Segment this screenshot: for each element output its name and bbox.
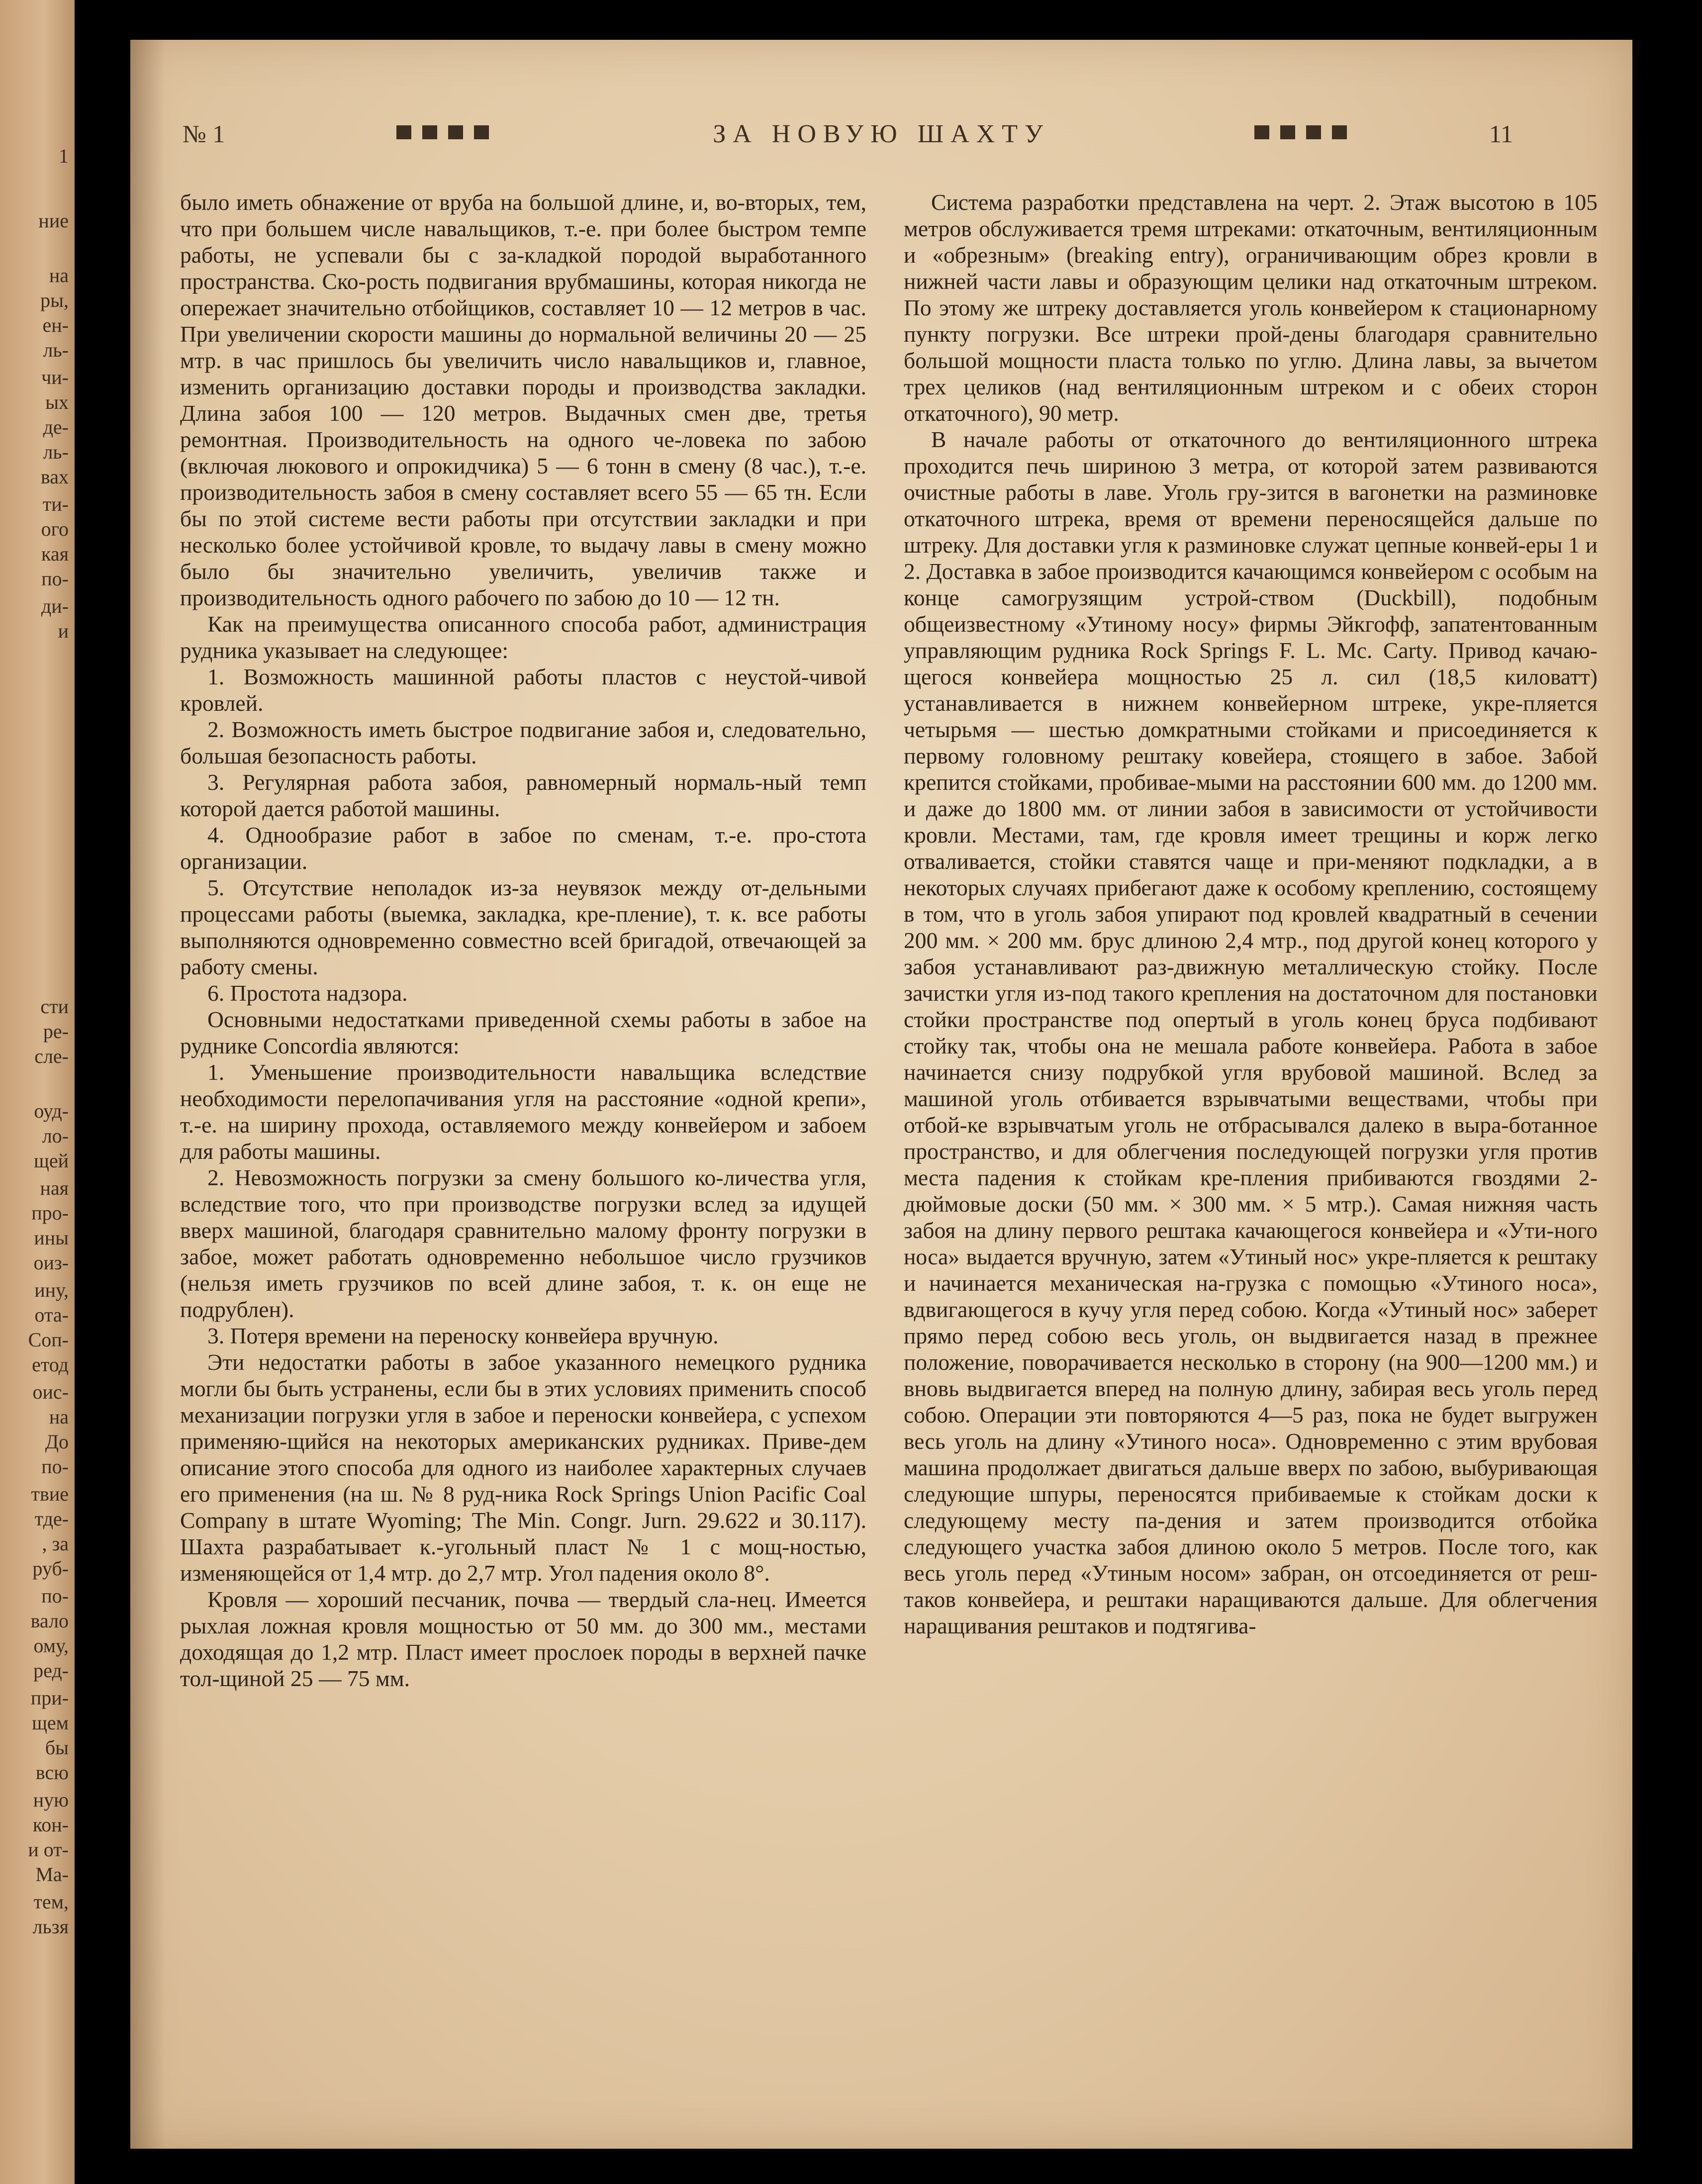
previous-page-text-fragment: щей: [34, 1149, 69, 1172]
paragraph: 2. Возможность иметь быстрое подвигание забоя и, следовательно, большая безопасность работы.: [180, 717, 866, 768]
paragraph: В начале работы от откаточного до вентиляционного штрека проходится печь шириною 3 метра, от которой затем развиваются очистные работы в лаве. Уголь гру-зится в вагонетки на разминовке откаточного штрека, время от времени переносящейся дальше по штреку. Для доставки угля к разминовке служат цепные конвей-еры 1 и 2. Доставка в забое производится качающимся конвейером с особым на конце самогрузящим устрой-ством (Duckbill), подобным общеизвестному «Утиному носу» фирмы Эйкгофф, запатентованным управляющим рудника Rock Springs F. L. Mc. Carty. Привод качаю-щегося конвейера мощностью 25 л. сил (18,5 киловатт) устанавливается в нижнем конвейерном штреке, укре-пляется четырьмя — шестью домкратными стойками и присоединяется к первому головному рештаку ковейера, стоящего в забое. Забой крепится стойками, пробивае-мыми на расстоянии 600 мм. до 1200 мм. и даже до 1800 мм. от линии забоя в зависимости от устойчивости кровли. Местами, там, где кровля имеет трещины и корж легко отваливается, стойки ставятся чаще и при-меняют подкладки, а в некоторых случаях прибегают даже к особому креплению, состоящему в том, что в уголь забоя упирают под кровлей квадратный в сечении 200 мм. × 200 мм. брус длиною 2,4 мтр., под другой конец которого у забоя устанавливают раз-движную металлическую стойку. После зачистки угля из-под такого крепления на достаточном для постановки стойки пространстве под опертый в уголь конец бруса подбивают стойку так, чтобы она не мешала работе конвейера. Работа в забое начинается снизу подрубкой угля врубовой машиной. Вслед за машиной уголь отбивается взрывчатыми веществами, чтобы при отбой-ке взрывчатым уголь не отбрасывался далеко в выра-ботанное пространство, и для облегчения последующей погрузки угля против места падения к стойкам кре-пления прибиваются гвоздями 2-дюймовые доски (50 мм. × 300 мм. × 5 мтр.). Самая нижняя часть забоя на длину первого рештака качающегося конвейера и «Ути-ного носа» выдается вручную, затем «Утиный нос» укре-пляется к рештаку и начинается механическая на-грузка с помощью «Утиного носа», вдвигающегося в кучу угля перед собою. Когда «Утиный нос» заберет прямо перед собою весь уголь, он выдвигается назад в прежнее положение, поворачивается несколько в сторону (на 900—1200 мм.) и вновь выдвигается вперед на полную длину, забирая весь уголь перед собою. Операции эти повторяются 4—5 раз, пока не будет выгружен весь уголь на длину «Утиного носа». Одновременно с этим врубовая машина продолжает двигаться дальше вверх по забою, выбуривающая следующие шпуры, переносятся прибиваемые к стойкам доски к следующему месту па-дения и затем производится отбойка следующего участка забоя длиною около 5 метров. После того, как весь уголь перед «Утиным носом» забран, он отсоединяется от реш-таков конвейера, и рештаки наращиваются дальше. Для облегчения наращивания рештаков и подтягива-: [904, 427, 1598, 1638]
previous-page-text-fragment: руб-: [32, 1557, 69, 1580]
paragraph: Система разработки представлена на черт. 2. Этаж высотою в 105 метров обслуживается тремя штреками: откаточным, вентиляционным и «обрезным» (breaking entry), ограничивающим обрез кровли в нижней части лавы и образующим целики над откаточным штреком. По этому же штреку доставляется уголь конвейером к стационарному пункту погрузки. Все штреки прой-дены благодаря сравнительно большой мощности пласта только по углю. Длина лавы, за вычетом трех целиков (над вентиляционным штреком и с обеих сторон откаточного), 90 метр.: [904, 190, 1598, 426]
spine-shadow: [130, 40, 165, 2149]
previous-page-text-fragment: и: [58, 620, 69, 642]
previous-page-text-fragment: сле-: [34, 1045, 69, 1067]
paragraph: 5. Отсутствие неполадок из-за неувязок между от-дельными процессами работы (выемка, закладка, кре-пление), т. к. все работы выполняются одновременно совместно всей бригадой, отвечающей за работу смены.: [180, 875, 866, 979]
previous-page-text-fragment: кон-: [32, 1813, 69, 1836]
previous-page-text-fragment: кая: [41, 543, 69, 565]
previous-page-text-fragment: льзя: [32, 1915, 69, 1938]
previous-page-text-fragment: тде-: [34, 1508, 69, 1530]
paragraph: Эти недостатки работы в забое указанного немецкого рудника могли бы быть устранены, если бы в этих условиях применить способ механизации погрузки угля в забое и переноски конвейера, с успехом применяю-щийся на некоторых американских рудниках. Приве-дем описание этого способа для одного из наиболее характерных случаев его применения (на ш. № 8 руд-ника Rock Springs Union Pacific Coal Company в штате Wyoming; The Min. Congr. Jurn. 29.622 и 30.117). Шахта разрабатывает к.-угольный пласт № 1 с мощ-ностью, изменяющейся от 1,4 мтр. до 2,7 мтр. Угол падения около 8°.: [180, 1349, 866, 1586]
previous-page-text-fragment: бы: [45, 1736, 69, 1759]
running-header: [130, 119, 1632, 159]
previous-page-text-fragment: ому,: [33, 1634, 69, 1657]
previous-page-text-fragment: ины: [34, 1227, 69, 1249]
previous-page-text-fragment: де-: [43, 416, 69, 438]
previous-page-text-fragment: по-: [41, 1585, 69, 1607]
previous-page-text-fragment: оис-: [32, 1381, 69, 1403]
paragraph: 1. Уменьшение производительности навальщика вследствие необходимости перелопачивания угля на расстояние «одной крепи», т.-е. на ширину прохода, оставляемого между конвейером и забоем для работы машины.: [180, 1059, 866, 1164]
previous-page-text-fragment: ние: [38, 209, 69, 232]
paragraph: Кровля — хороший песчаник, почва — твердый сла-нец. Имеется рыхлая ложная кровля мощностью от 50 мм. до 300 мм., местами доходящая до 1,2 мтр. Пласт имеет прослоек породы в верхней пачке тол-щиной 25 — 75 мм.: [180, 1587, 866, 1691]
left-text-column: [180, 189, 866, 1692]
previous-page-text-fragment: ную: [33, 1789, 69, 1811]
magazine-page: [130, 40, 1632, 2149]
right-text-column: [904, 189, 1598, 1639]
previous-page-text-fragment: тем,: [33, 1891, 69, 1913]
previous-page-text-fragment: сти: [40, 995, 69, 1018]
previous-page-text-fragment: всю: [35, 1761, 69, 1784]
paragraph: 3. Регулярная работа забоя, равномерный нормаль-ный темп которой дается работой машины.: [180, 769, 866, 821]
paragraph: Основными недостатками приведенной схемы работы в забое на руднике Concordia являются:: [180, 1007, 866, 1058]
previous-page-text-fragment: ину,: [34, 1279, 69, 1301]
previous-page-text-fragment: До: [45, 1430, 69, 1453]
paragraph: Как на преимущества описанного способа работ, администрация рудника указывает на следующее:: [180, 611, 866, 663]
previous-page-edge: [0, 0, 75, 2184]
previous-page-text-fragment: оиз-: [33, 1251, 69, 1274]
issue-number: № 1: [183, 120, 225, 148]
previous-page-text-fragment: ди-: [41, 595, 69, 617]
previous-page-text-fragment: ль-: [43, 441, 69, 463]
previous-page-text-fragment: при-: [30, 1687, 69, 1709]
previous-page-text-fragment: етод: [32, 1353, 69, 1376]
previous-page-text-fragment: твие: [31, 1483, 69, 1505]
previous-page-text-fragment: ная: [40, 1177, 69, 1199]
previous-page-text-fragment: ота-: [34, 1304, 69, 1326]
previous-page-text-fragment: на: [49, 1406, 69, 1428]
paragraph: 1. Возможность машинной работы пластов с неустой-чивой кровлей.: [180, 664, 866, 716]
previous-page-text-fragment: Ма-: [35, 1863, 69, 1886]
previous-page-text-fragment: оуд-: [34, 1100, 69, 1122]
previous-page-text-fragment: ры,: [40, 289, 69, 311]
previous-page-text-fragment: на: [49, 264, 69, 286]
previous-page-text-fragment: ых: [45, 391, 69, 413]
paragraph: 4. Однообразие работ в забое по сменам, т.-е. про-стота организации.: [180, 822, 866, 874]
paragraph: 3. Потеря времени на переноску конвейера вручную.: [207, 1323, 719, 1348]
previous-page-text-fragment: ого: [41, 518, 69, 540]
previous-page-text-fragment: ред-: [33, 1659, 69, 1682]
previous-page-text-fragment: ен-: [42, 314, 69, 336]
header-ornament-right: [1254, 125, 1347, 139]
previous-page-text-fragment: про-: [31, 1202, 69, 1224]
paragraph: было иметь обнажение от вруба на большой длине, и, во-вторых, тем, что при большем числе навальщиков, т.-е. при более быстром темпе работы, не успевали бы с за-кладкой породой выработанного пространства. Ско-рость подвигания врубмашины, которая никогда не опережает значительно отбойщиков, составляет 10 — 12 метров в час. При увеличении скорости машины до нормальной величины 20 — 25 мтр. в час пришлось бы увеличить число навальщиков и, главное, изменить организацию доставки породы и производства закладки. Длина забоя 100 — 120 метров. Выдачных смен две, третья ремонтная. Производительность на одного че-ловека по забою (включая люкового и опрокидчика) 5 — 6 тонн в смену (8 час.), т.-е. производительность забоя в смену составляет всего 55 — 65 тн. Если бы по этой системе вести работы при отсутствии закладки и при несколько более устойчивой кровле, то выдачу лавы в смену можно было бы значительно увеличить, увеличив также и производительность одного рабочего по забою до 10 — 12 тн.: [180, 190, 866, 610]
previous-page-text-fragment: по-: [41, 568, 69, 590]
previous-page-text-fragment: по-: [41, 1455, 69, 1478]
previous-page-text-fragment: 1: [59, 145, 69, 167]
previous-page-text-fragment: и от-: [28, 1838, 69, 1861]
previous-page-text-fragment: ль-: [43, 339, 69, 361]
previous-page-text-fragment: вало: [30, 1610, 69, 1632]
previous-page-text-fragment: ре-: [43, 1020, 69, 1043]
black-redaction-block: [75, 30, 129, 259]
paragraph: 6. Простота надзора.: [207, 980, 408, 1006]
previous-page-text-fragment: вах: [40, 466, 69, 488]
previous-page-text-fragment: чи-: [41, 366, 69, 388]
previous-page-text-fragment: ти-: [42, 493, 69, 515]
previous-page-text-fragment: Соп-: [28, 1329, 69, 1351]
previous-page-text-fragment: щем: [32, 1711, 69, 1734]
journal-title: ЗА НОВУЮ ШАХТУ: [713, 120, 1050, 148]
page-number: 11: [1489, 120, 1513, 148]
paragraph: 2. Невозможность погрузки за смену большого ко-личества угля, вследствие того, что при производстве погрузки вслед за идущей вверх машиной, благодаря сравнительно малому фронту погрузки в забое, может работать одновременно небольшое число грузчиков (нельзя иметь грузчиков по всей длине забоя, т. к. он еще не подрублен).: [180, 1165, 866, 1322]
previous-page-text-fragment: , за: [42, 1532, 69, 1555]
previous-page-text-fragment: ло-: [42, 1125, 69, 1147]
